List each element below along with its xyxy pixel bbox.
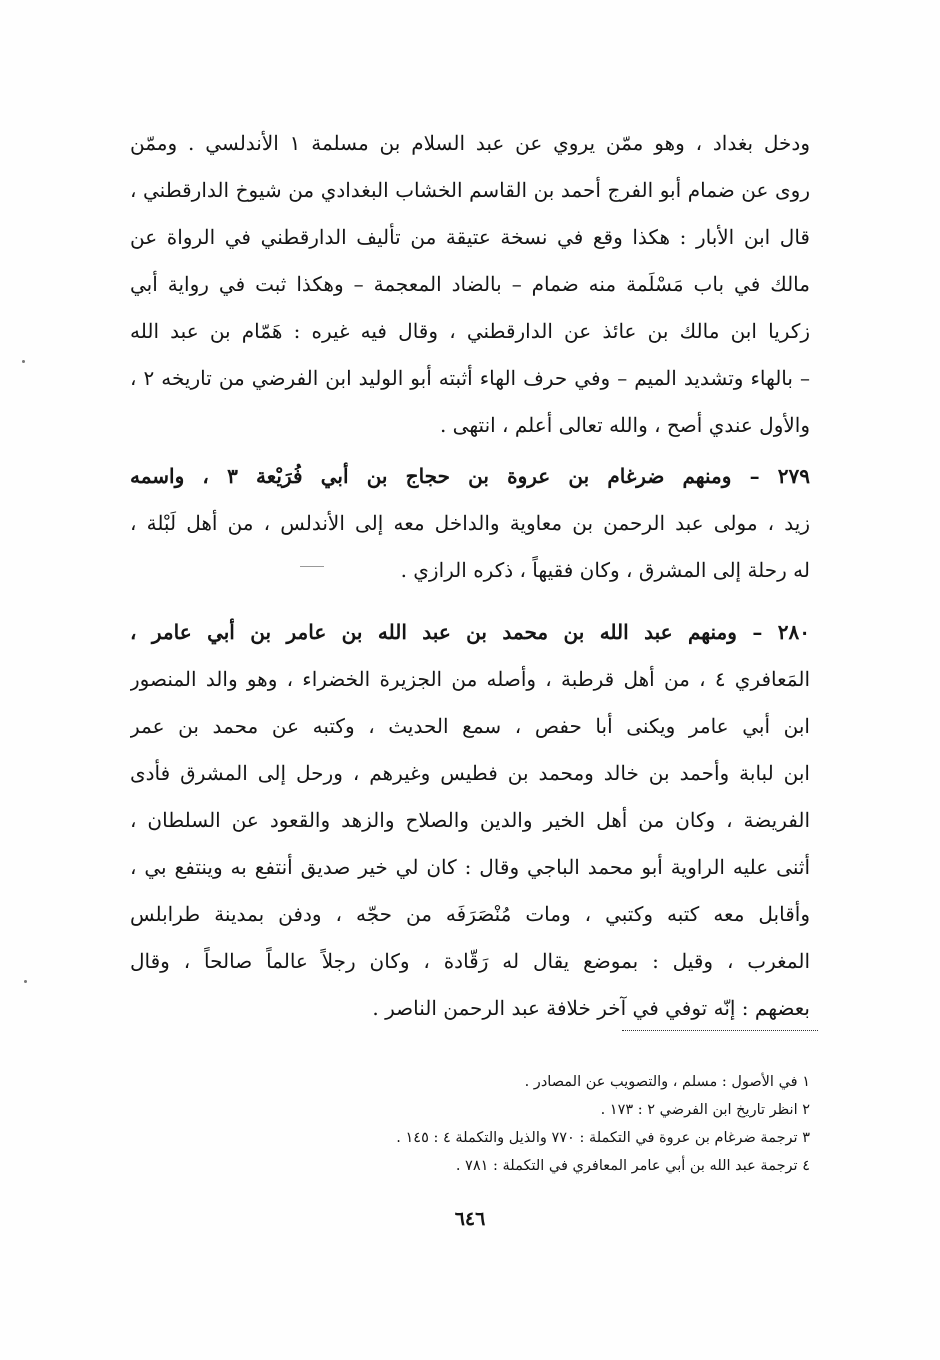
- text-line: ابن أبي عامر ويكنى أبا حفص ، سمع الحديث ، وكتبه عن محمد بن عمر: [130, 714, 810, 738]
- text-line: والأول عندي أصح ، والله تعالى أعلم ، انتهى .: [439, 413, 810, 437]
- footnote-separator: [622, 1030, 818, 1031]
- text-line: مالك في باب مَسْلَمة منه ضمام – بالضاد المعجمة – وهكذا ثبت في رواية أبي: [130, 272, 810, 296]
- entry-heading: ٢٧٩ – ومنهم ضرغام بن عروة بن حجاج بن أبي فُرَيْعة ٣ ، واسمه: [130, 464, 810, 488]
- text-line: له رحلة إلى المشرق ، وكان فقيهاً ، ذكره الرازي .: [400, 558, 810, 582]
- text-line: بعضهم : إنّه توفي في آخر خلافة عبد الرحمن الناصر .: [372, 996, 810, 1020]
- text-line: زكريا ابن مالك بن عائذ عن الدارقطني ، وقال فيه غيره : هَمّام بن عبد الله: [130, 319, 810, 343]
- text-line: روى عن ضمام أبو الفرج أحمد بن القاسم الخشاب البغدادي من شيوخ الدارقطني ،: [130, 178, 810, 202]
- scan-speck: [24, 980, 27, 983]
- footnote: ١ في الأصول : مسلم ، والتصويب عن المصادر .: [524, 1074, 810, 1090]
- scan-speck: [22, 360, 25, 363]
- footnote: ٣ ترجمة ضرغام بن عروة في التكملة : ٧٧٠ والذيل والتكملة ٤ : ١٤٥ .: [396, 1130, 810, 1146]
- text-line: – بالهاء وتشديد الميم – وفي حرف الهاء أثبته أبو الوليد ابن الفرضي من تاريخه ٢ ،: [130, 366, 810, 390]
- text-line: قال ابن الأبار : هكذا وقع في نسخة عتيقة من تأليف الدارقطني في الرواة عن: [130, 225, 810, 249]
- text-line: ابن لبابة وأحمد بن خالد ومحمد بن فطيس وغيرهم ، ورحل إلى المشرق فأدى: [130, 761, 810, 785]
- footnote: ٢ انظر تاريخ ابن الفرضي ٢ : ١٧٣ .: [600, 1102, 810, 1118]
- text-line: الفريضة ، وكان من أهل الخير والدين والصلاح والزهد والقعود عن السلطان ،: [130, 808, 810, 832]
- entry-heading: ٢٨٠ – ومنهم عبد الله بن محمد بن عبد الله بن عامر بن أبي عامر ،: [130, 620, 810, 644]
- text-line: زيد ، مولى عبد الرحمن بن معاوية والداخل معه إلى الأندلس ، من أهل لَبْلة ،: [130, 511, 810, 535]
- text-line: المَعافري ٤ ، من أهل قرطبة ، وأصله من الجزيرة الخضراء ، وهو والد المنصور: [130, 667, 810, 691]
- text-line: المغرب ، وقيل : بموضع يقال له رَقّادة ، وكان رجلاً عالماً صالحاً ، وقال: [130, 949, 810, 973]
- text-line: وأقابل معه كتبه وكتبي ، ومات مُنْصَرَفَه من حجّه ، ودفن بمدينة طرابلس: [130, 902, 810, 926]
- page-number: ٦٤٦: [454, 1208, 486, 1230]
- scan-speck: [300, 566, 324, 567]
- footnote: ٤ ترجمة عبد الله بن أبي عامر المعافري في التكملة : ٧٨١ .: [455, 1158, 810, 1174]
- text-line: ودخل بغداد ، وهو ممّن يروي عن عبد السلام بن مسلمة ١ الأندلسي . وممّن: [130, 131, 810, 155]
- text-line: أثنى عليه الراوية أبو محمد الباجي وقال : كان لي خير صديق أنتفع به وينتفع بي ،: [130, 855, 810, 879]
